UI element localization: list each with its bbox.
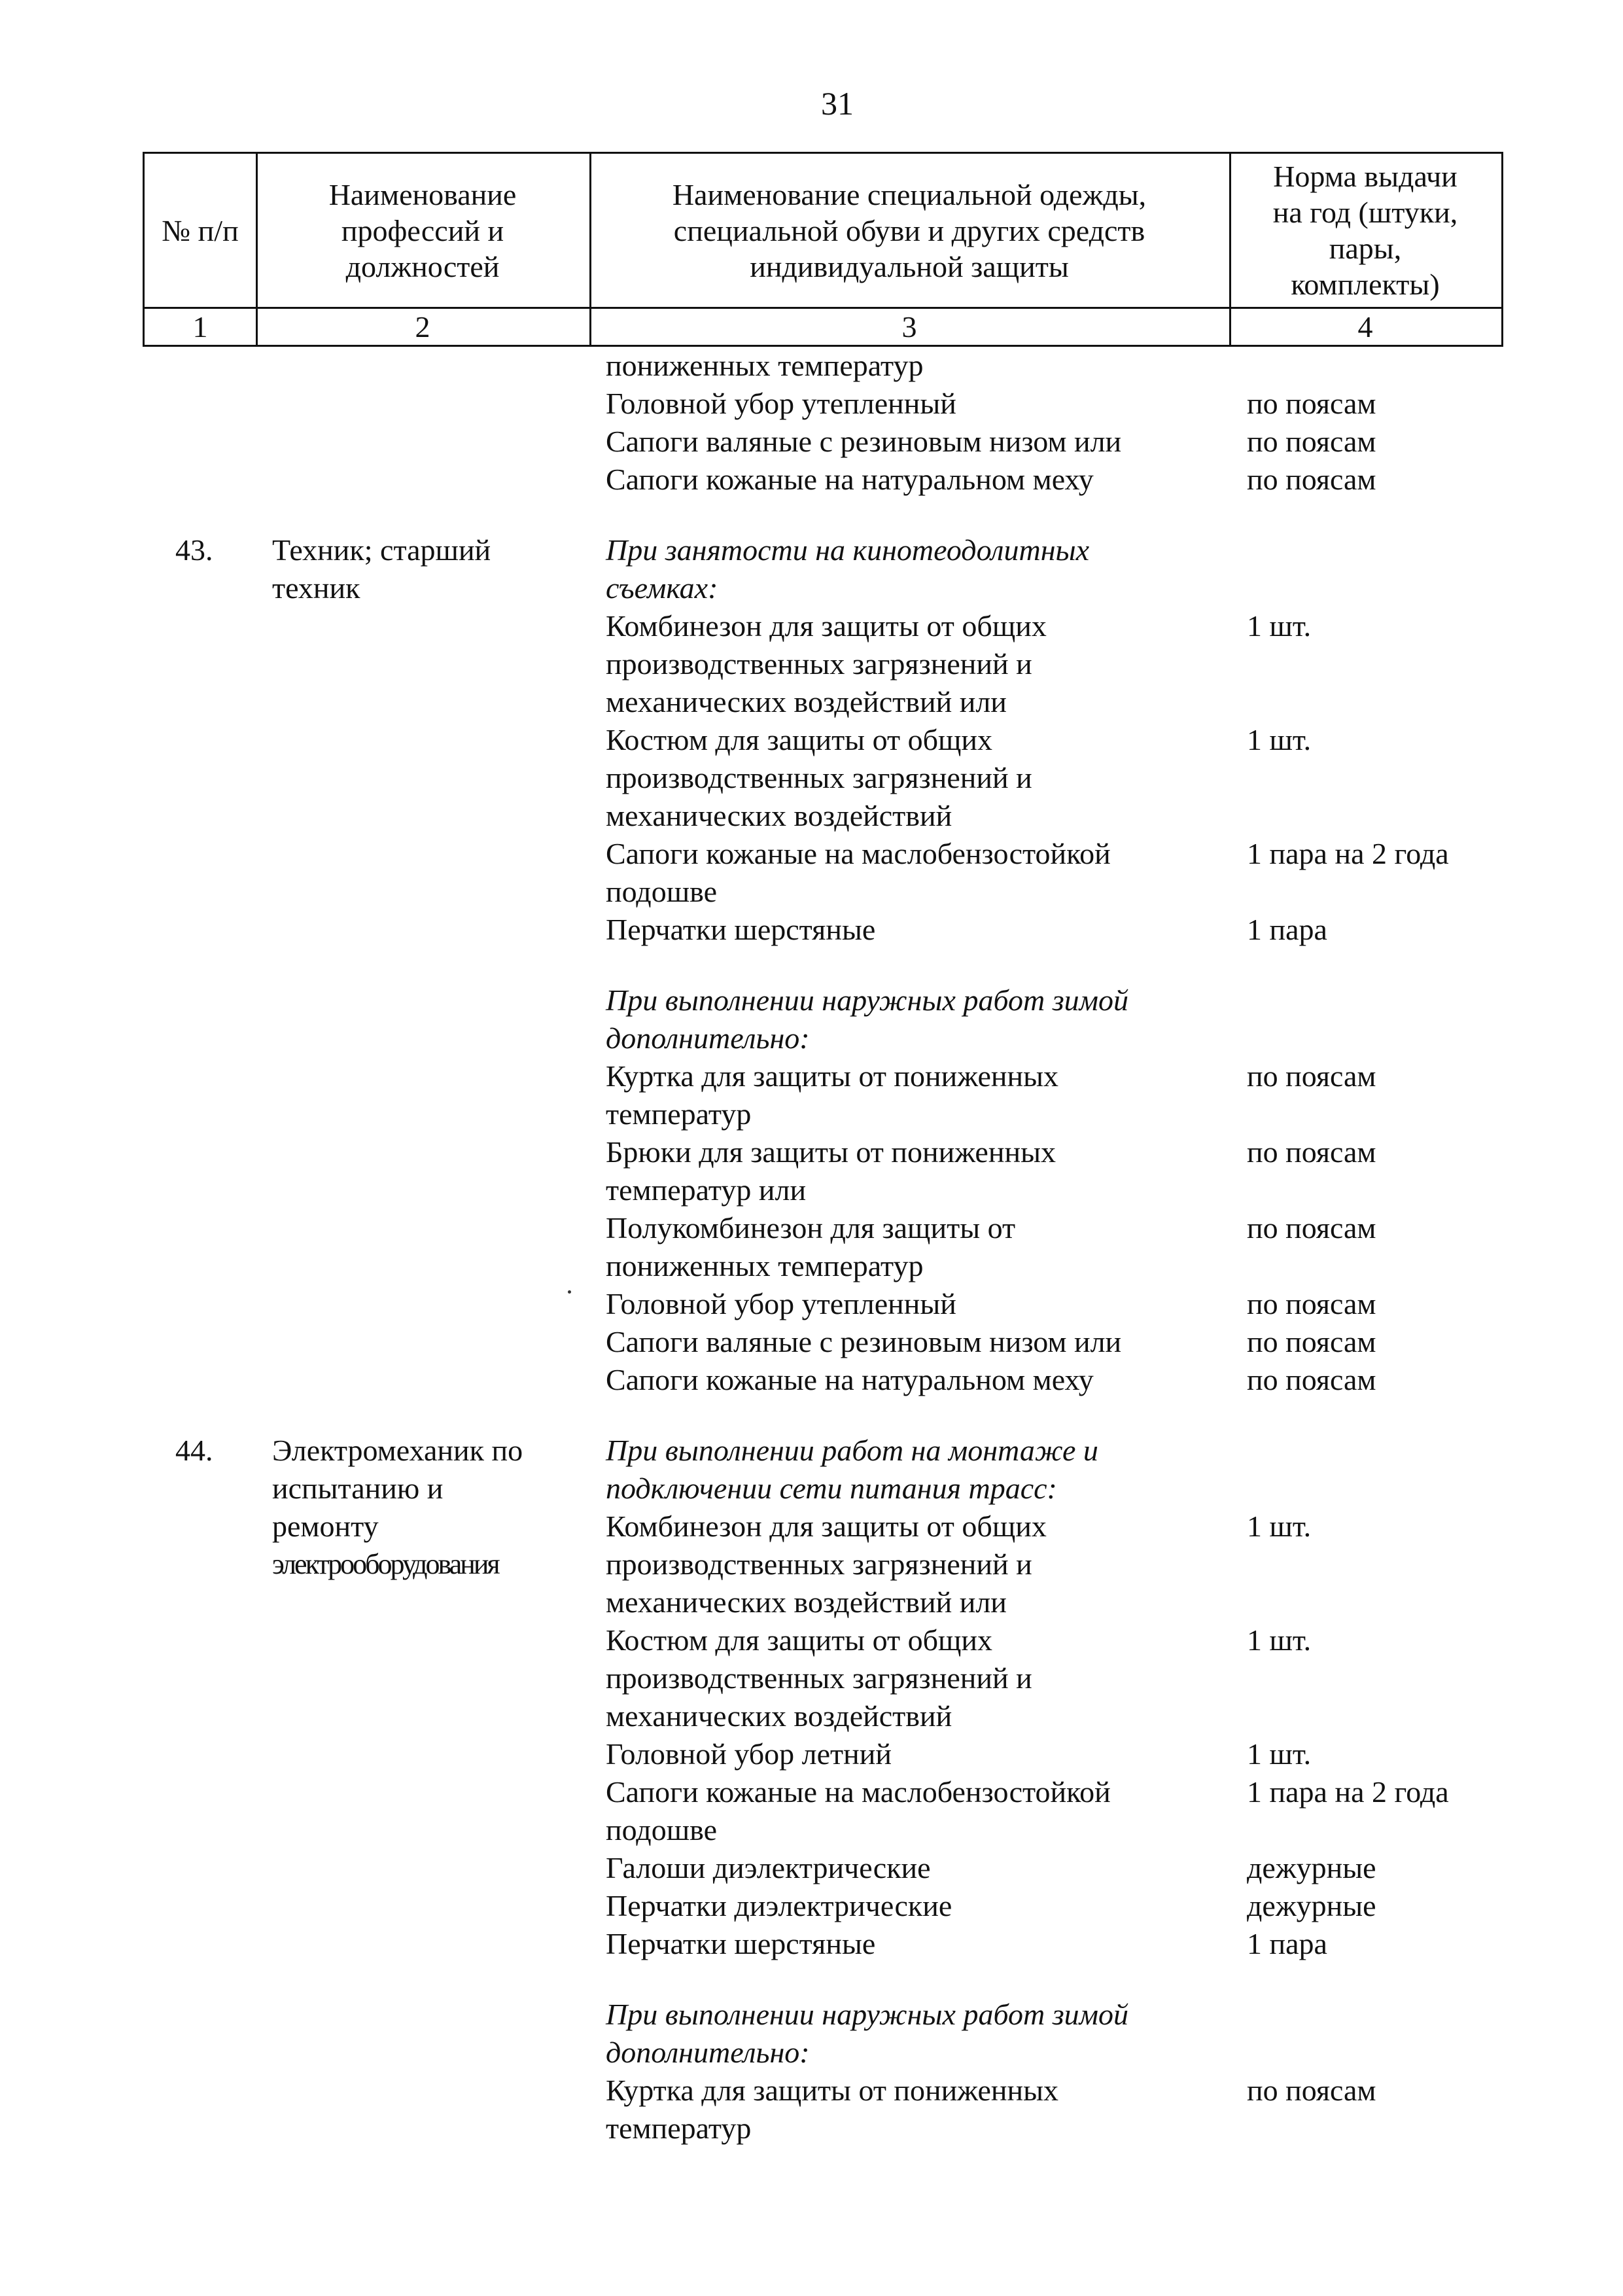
item-norm: по поясам — [1247, 463, 1376, 496]
entry-profession: техник — [272, 571, 360, 605]
item-norm: 1 шт. — [1247, 1510, 1312, 1543]
item-text: производственных загрязнений и — [606, 761, 1032, 794]
header-norm-line: Норма выдачи — [1273, 160, 1457, 193]
item-text: Сапоги кожаные на натуральном меху — [606, 1363, 1094, 1396]
item-text: Комбинезон для защиты от общих — [606, 609, 1047, 643]
item-text: температур — [606, 2111, 752, 2145]
item-norm: 1 пара на 2 года — [1247, 1775, 1449, 1809]
section-heading: При выполнении работ на монтаже и — [606, 1434, 1098, 1467]
item-norm: по поясам — [1247, 1363, 1376, 1396]
item-norm: по поясам — [1247, 1059, 1376, 1093]
item-norm: дежурные — [1247, 1889, 1376, 1922]
item-text: механических воздействий — [606, 1699, 952, 1733]
item-text: Галоши диэлектрические — [606, 1851, 931, 1884]
item-norm: по поясам — [1247, 387, 1376, 420]
item-text: Сапоги валяные с резиновым низом или — [606, 425, 1122, 458]
item-norm: дежурные — [1247, 1851, 1376, 1884]
item-text: подошве — [606, 1813, 717, 1846]
column-number: 3 — [901, 310, 917, 344]
item-text: Перчатки диэлектрические — [606, 1889, 952, 1922]
section-heading: дополнительно: — [606, 2036, 810, 2069]
entry-profession: электрооборудования — [272, 1548, 498, 1580]
item-text: Костюм для защиты от общих — [606, 1623, 993, 1657]
section-heading: При выполнении наружных работ зимой — [606, 1998, 1129, 2031]
item-text: Перчатки шерстяные — [606, 1927, 876, 1960]
item-norm: 1 пара — [1247, 1927, 1327, 1960]
item-norm: по поясам — [1247, 2074, 1376, 2107]
header-profession-line: профессий и — [341, 213, 504, 247]
item-text: Головной убор утепленный — [606, 387, 956, 420]
item-text: Брюки для защиты от пониженных — [606, 1135, 1056, 1169]
item-norm: 1 шт. — [1247, 1737, 1312, 1771]
item-text: пониженных температур — [606, 349, 924, 382]
section-heading: подключении сети питания трасс: — [606, 1472, 1057, 1505]
item-text: Куртка для защиты от пониженных — [606, 1059, 1059, 1093]
item-text: механических воздействий — [606, 799, 952, 832]
header-profession-line: Наименование — [328, 177, 517, 211]
entry-profession: испытанию и — [272, 1472, 444, 1505]
item-text: температур или — [606, 1173, 807, 1207]
item-text: Головной убор летний — [606, 1737, 892, 1771]
item-text: температур — [606, 1097, 752, 1131]
header-profession-line: должностей — [345, 249, 500, 283]
entry-number: 44. — [175, 1434, 213, 1467]
header-norm-line: комплекты) — [1291, 268, 1440, 301]
entry-number: 43. — [175, 533, 213, 567]
item-norm: по поясам — [1247, 1287, 1376, 1320]
item-text: Сапоги кожаные на маслобензостойкой — [606, 837, 1111, 870]
item-text: Куртка для защиты от пониженных — [606, 2074, 1059, 2107]
item-text: производственных загрязнений и — [606, 1661, 1032, 1695]
item-norm: 1 пара — [1247, 913, 1327, 946]
item-norm: по поясам — [1247, 425, 1376, 458]
column-number: 2 — [415, 310, 430, 344]
section-heading: При занятости на кинотеодолитных — [606, 533, 1090, 567]
header-equipment-line: специальной обуви и других средств — [673, 213, 1145, 247]
item-text: Костюм для защиты от общих — [606, 723, 993, 756]
entry-profession: Электромеханик по — [272, 1434, 523, 1467]
item-norm: 1 шт. — [1247, 609, 1312, 643]
column-number: 4 — [1357, 310, 1373, 344]
header-equipment-line: индивидуальной защиты — [750, 249, 1069, 283]
item-text: механических воздействий или — [606, 1585, 1007, 1619]
header-number-label: № п/п — [162, 213, 239, 247]
entry-profession: Техник; старший — [272, 533, 491, 567]
item-text: производственных загрязнений и — [606, 647, 1032, 680]
scan-speck — [568, 1290, 571, 1294]
section-heading: съемках: — [606, 571, 718, 605]
item-text: подошве — [606, 875, 717, 908]
page-number: 31 — [821, 85, 854, 122]
item-text: Сапоги валяные с резиновым низом или — [606, 1325, 1122, 1358]
item-norm: по поясам — [1247, 1325, 1376, 1358]
entry-profession: ремонту — [272, 1510, 379, 1543]
item-norm: по поясам — [1247, 1135, 1376, 1169]
column-number: 1 — [192, 310, 208, 344]
section-heading: дополнительно: — [606, 1021, 810, 1055]
item-text: пониженных температур — [606, 1249, 924, 1282]
item-norm: 1 шт. — [1247, 723, 1312, 756]
item-text: Комбинезон для защиты от общих — [606, 1510, 1047, 1543]
item-text: Перчатки шерстяные — [606, 913, 876, 946]
header-norm-line: на год (штуки, — [1272, 196, 1458, 229]
item-norm: 1 шт. — [1247, 1623, 1312, 1657]
item-norm: 1 пара на 2 года — [1247, 837, 1449, 870]
section-heading: При выполнении наружных работ зимой — [606, 983, 1129, 1017]
item-text: Сапоги кожаные на маслобензостойкой — [606, 1775, 1111, 1809]
item-text: Полукомбинезон для защиты от — [606, 1211, 1016, 1245]
item-text: Сапоги кожаные на натуральном меху — [606, 463, 1094, 496]
item-text: производственных загрязнений и — [606, 1547, 1032, 1581]
item-norm: по поясам — [1247, 1211, 1376, 1245]
header-equipment-line: Наименование специальной одежды, — [672, 177, 1147, 211]
item-text: Головной убор утепленный — [606, 1287, 956, 1320]
item-text: механических воздействий или — [606, 685, 1007, 718]
header-norm-line: пары, — [1329, 232, 1402, 265]
